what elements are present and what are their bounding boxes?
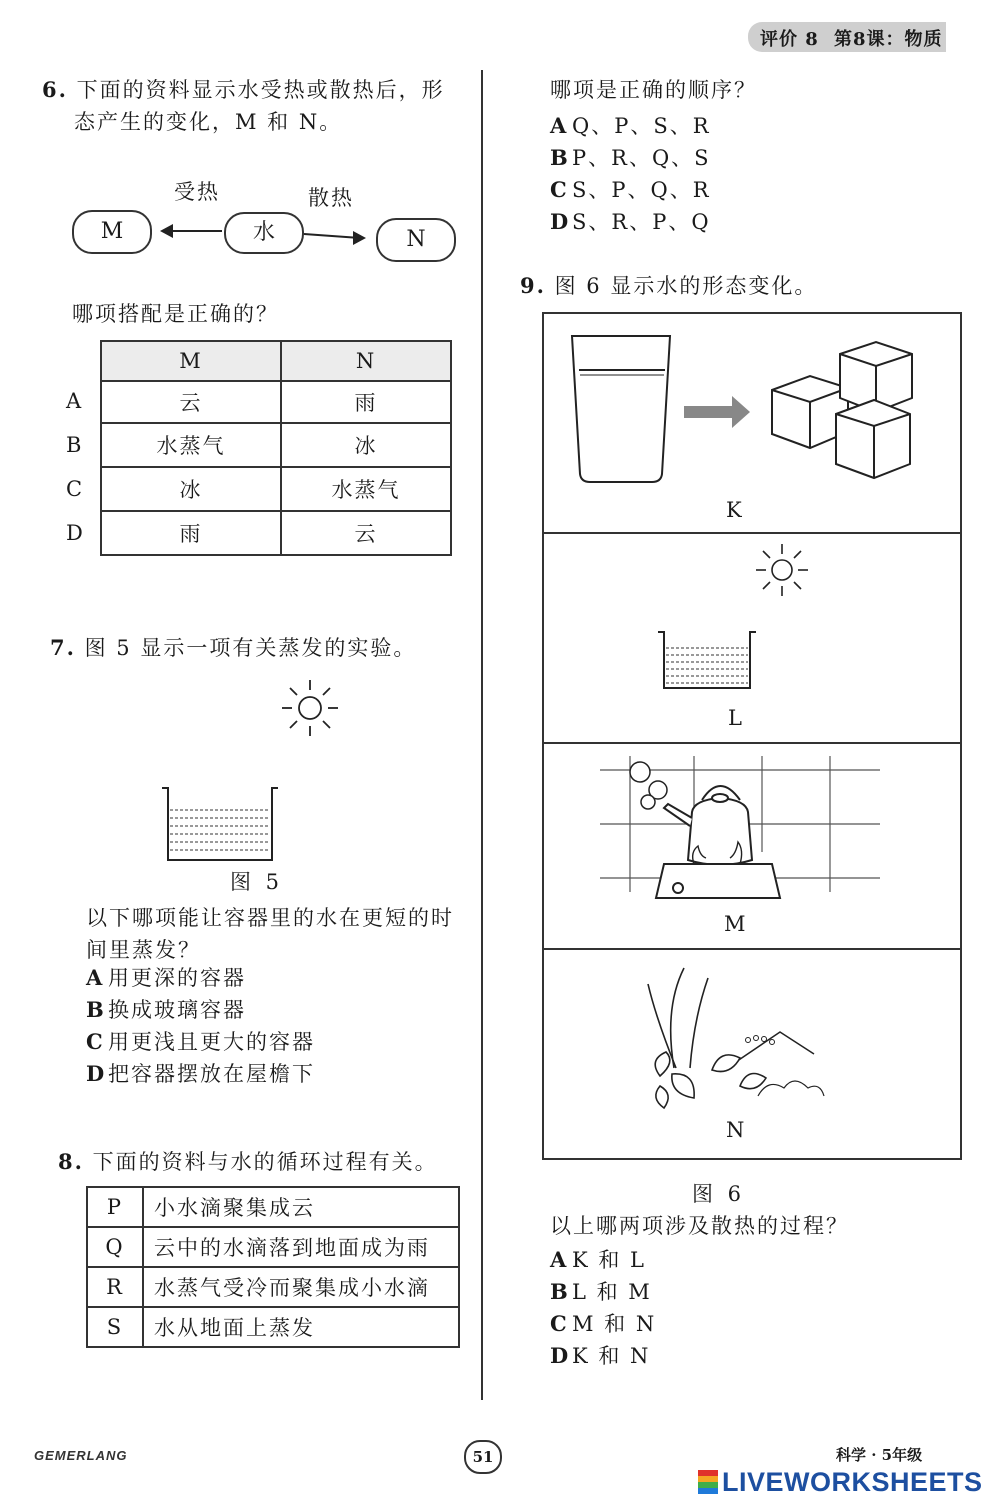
q8-options <box>550 110 711 238</box>
q8-option-a[interactable]: A Q、P、S、R <box>550 113 711 138</box>
q8-option-b[interactable]: B P、R、Q、S <box>550 145 711 170</box>
q7-option-d[interactable]: D把容器摆放在屋檐下 <box>86 1061 315 1086</box>
panel-n <box>544 948 960 1158</box>
liveworksheets-brand: LIVEWORKSHEETS <box>722 1466 983 1497</box>
q6-answer-table <box>100 340 452 556</box>
process-label-p: P <box>87 1187 143 1227</box>
publisher-name: GEMERLANG <box>34 1448 128 1463</box>
panel-k-label: K <box>726 498 742 522</box>
process-text-p: 小水滴聚集成云 <box>143 1187 459 1227</box>
q8-text: 下面的资料与水的循环过程有关。 <box>92 1150 438 1174</box>
column-divider <box>481 70 483 1400</box>
sun-icon <box>282 680 338 736</box>
assessment-badge-label: 评价 8 <box>760 29 819 50</box>
q7-question <box>50 632 416 664</box>
row-c-n: 水蒸气 <box>281 467 451 511</box>
row-c-m: 冰 <box>101 467 281 511</box>
q7-number: 7. <box>50 635 76 660</box>
header-badge <box>748 22 946 52</box>
figure-6-caption: 图 6 <box>692 1182 746 1206</box>
q7-option-b[interactable]: B 换成玻璃容器 <box>86 997 246 1022</box>
q8-process-table <box>86 1186 460 1348</box>
arrow-right-icon <box>353 231 366 245</box>
panel-m-label: M <box>724 912 746 936</box>
row-a-m: 云 <box>101 381 281 423</box>
q9-number: 9. <box>520 273 546 298</box>
water-label: 水 <box>252 220 275 245</box>
q9-option-c[interactable]: C M 和 N <box>550 1311 657 1336</box>
q8-number: 8. <box>58 1149 84 1174</box>
process-label-s: S <box>87 1307 143 1347</box>
plants-illustration <box>544 948 960 1118</box>
state-m-label: M <box>100 219 124 244</box>
q6-text-line2: 态产生的变化，M 和 N。 <box>74 110 343 134</box>
row-b-m: 水蒸气 <box>101 423 281 467</box>
evaporation-illustration <box>544 532 960 707</box>
water-container-icon <box>162 788 278 860</box>
heat-gain-label: 受热 <box>174 180 220 204</box>
q9-question <box>520 270 817 302</box>
col-header-n: N <box>281 341 451 381</box>
stove-icon <box>656 864 780 898</box>
subject-grade: 科学 · 5年级 <box>836 1446 923 1464</box>
row-label-a[interactable]: A <box>66 389 84 413</box>
q6-text-line1: 下面的资料显示水受热或散热后，形 <box>76 78 445 102</box>
page-number-badge <box>464 1440 502 1474</box>
q7-options <box>86 962 315 1090</box>
arrow-left-icon <box>160 224 173 238</box>
liveworksheets-banner[interactable] <box>698 1466 983 1498</box>
publisher-logo <box>34 1448 128 1463</box>
heat-loss-label: 散热 <box>308 186 354 210</box>
panel-l <box>544 532 960 744</box>
sun-icon <box>756 544 808 596</box>
mountain-icon <box>724 1032 814 1070</box>
q7-figure <box>150 670 350 870</box>
process-label-r: R <box>87 1267 143 1307</box>
lesson-title: 第8课：物质 <box>834 29 943 50</box>
row-label-c[interactable]: C <box>66 477 85 501</box>
row-d-n: 云 <box>281 511 451 555</box>
water-container-icon <box>658 632 756 688</box>
q9-prompt: 以上哪两项涉及散热的过程？ <box>550 1214 849 1238</box>
process-text-s: 水从地面上蒸发 <box>143 1307 459 1347</box>
liveworksheets-logo-icon <box>698 1470 718 1494</box>
figure-5-caption: 图 5 <box>230 870 284 894</box>
diagram-arrows <box>70 172 470 272</box>
q7-prompt-line2: 间里蒸发？ <box>86 938 201 962</box>
q7-prompt-line1: 以下哪项能让容器里的水在更短的时 <box>86 906 454 930</box>
q8-prompt: 哪项是正确的顺序？ <box>550 78 757 102</box>
glass-of-water-icon <box>572 336 670 482</box>
q7-prompt <box>86 902 454 966</box>
water-to-ice-illustration <box>544 314 960 504</box>
process-text-q: 云中的水滴落到地面成为雨 <box>143 1227 459 1267</box>
col-header-m: M <box>101 341 281 381</box>
steam-icon <box>630 762 667 809</box>
q6-prompt: 哪项搭配是正确的？ <box>72 302 279 326</box>
q8-question <box>58 1146 438 1178</box>
row-a-n: 雨 <box>281 381 451 423</box>
q9-option-b[interactable]: B L 和 M <box>550 1279 652 1304</box>
q6-question <box>42 74 472 138</box>
panel-n-label: N <box>726 1118 745 1142</box>
state-n-label: N <box>406 227 426 252</box>
panel-m <box>544 742 960 950</box>
q9-option-d[interactable]: DK 和 N <box>550 1343 651 1368</box>
q9-options <box>550 1244 656 1372</box>
boiling-kettle-illustration <box>544 742 960 912</box>
q7-option-c[interactable]: C 用更浅且更大的容器 <box>86 1029 315 1054</box>
row-b-n: 冰 <box>281 423 451 467</box>
figure-6-panels <box>542 312 962 1160</box>
row-label-d[interactable]: D <box>66 521 85 545</box>
q7-text: 图 5 显示一项有关蒸发的实验。 <box>84 636 417 660</box>
q6-number: 6. <box>42 77 68 102</box>
panel-l-label: L <box>728 706 742 730</box>
arrow-right-icon <box>684 396 750 428</box>
process-text-r: 水蒸气受冷而聚集成小水滴 <box>143 1267 459 1307</box>
process-label-q: Q <box>87 1227 143 1267</box>
panel-k <box>544 314 960 534</box>
q8-option-d[interactable]: DS、R、P、Q <box>550 209 711 234</box>
q7-option-a[interactable]: A 用更深的容器 <box>86 965 246 990</box>
q9-option-a[interactable]: A K 和 L <box>550 1247 646 1272</box>
bush-icon <box>758 1081 824 1096</box>
q9-text: 图 6 显示水的形态变化。 <box>554 274 818 298</box>
q8-option-c[interactable]: C S、P、Q、R <box>550 177 711 202</box>
q6-state-diagram <box>70 172 470 272</box>
water-droplets-icon <box>746 1036 775 1045</box>
row-label-b[interactable]: B <box>66 433 84 457</box>
ice-cubes-icon <box>772 342 912 478</box>
kettle-icon <box>664 786 752 865</box>
row-d-m: 雨 <box>101 511 281 555</box>
page-number: 51 <box>472 1448 494 1466</box>
